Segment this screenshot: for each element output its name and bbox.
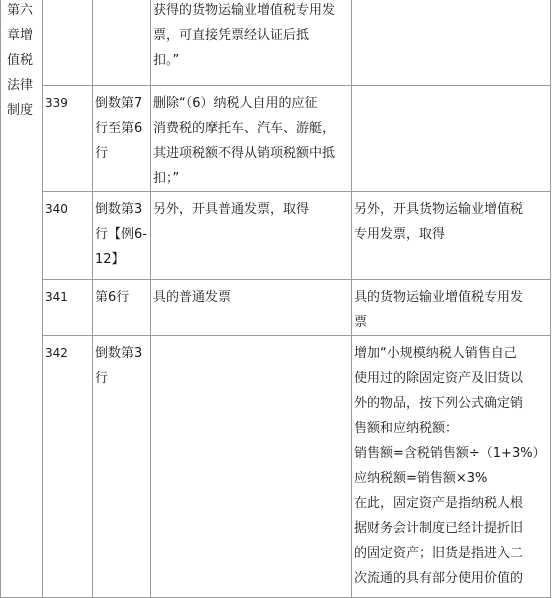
text-line: 消费税的摩托车、汽车、游艇， [153,121,336,136]
table-row [1,0,551,86]
text-line: 的固定资产；旧货是指进入二 [354,546,524,561]
page-cell: 341 [43,280,93,336]
text-line: 具的货物运输业增值税专用发 [354,290,524,305]
text-line: 专用发票，取得 [354,227,446,242]
text-line: 使用过的除固定资产及旧货以 [354,371,524,386]
chapter-cell [1,0,43,598]
original-text-cell [151,192,352,280]
revised-text-cell [352,86,551,192]
location-cell [93,280,151,336]
text-line: 删除“（6）纳税人自用的应征 [153,96,318,111]
text-line: 倒数第3 [95,202,143,217]
text-line: 销售额=含税销售额÷（1+3%） [354,446,546,461]
text-line: 具的普通发票 [153,290,232,305]
text-line: 售额和应纳税额： [354,421,459,436]
text-line: 倒数第3 [95,346,143,361]
chapter-line: 章增 [7,28,34,43]
location-cell [93,0,151,86]
revised-text-cell [352,0,551,86]
table-row [1,336,551,598]
original-text-cell [151,280,352,336]
original-text-cell [151,0,352,86]
text-line: 行 [95,371,109,386]
location-cell [93,336,151,598]
location-cell [93,192,151,280]
chapter-line: 值税 [7,53,34,68]
text-line: 应纳税额=销售额×3% [354,471,488,486]
text-line: 行 [95,146,109,161]
text-line: 另外，开具货物运输业增值税 [354,202,524,217]
text-line: 票，可直接凭票经认证后抵 [153,28,310,43]
page-cell: 339 [43,86,93,192]
text-line: 第6行 [95,290,130,305]
text-line: 获得的货物运输业增值税专用发 [153,3,336,18]
chapter-line: 制度 [7,103,34,118]
page-cell: 340 [43,192,93,280]
text-line: 扣；” [153,171,180,186]
table-row [1,192,551,280]
text-line: 票 [354,315,368,330]
table-row [1,86,551,192]
text-line: 12】 [95,252,125,267]
text-line: 外的物品，按下列公式确定销 [354,396,524,411]
original-text-cell [151,336,352,598]
revised-text-cell [352,336,551,598]
text-line: 其进项税额不得从销项税额中抵 [153,146,336,161]
page-cell: 342 [43,336,93,598]
chapter-line: 第六 [7,3,34,18]
location-cell [93,86,151,192]
text-line: 扣。” [153,53,180,68]
text-line: 据财务会计制度已经计提折旧 [354,521,524,536]
text-line: 行【例6- [95,227,147,242]
original-text-cell [151,86,352,192]
text-line: 增加“小规模纳税人销售自己 [354,346,517,361]
chapter-line: 法律 [7,78,34,93]
text-line: 另外，开具普通发票，取得 [153,202,310,217]
text-line: 倒数第7 [95,96,143,111]
table-row [1,280,551,336]
text-line: 行至第6 [95,121,143,136]
text-line: 次流通的具有部分使用价值的 [354,571,524,586]
revised-text-cell [352,192,551,280]
revised-text-cell [352,280,551,336]
text-line: 在此，固定资产是指纳税人根 [354,496,524,511]
page-cell [43,0,93,86]
